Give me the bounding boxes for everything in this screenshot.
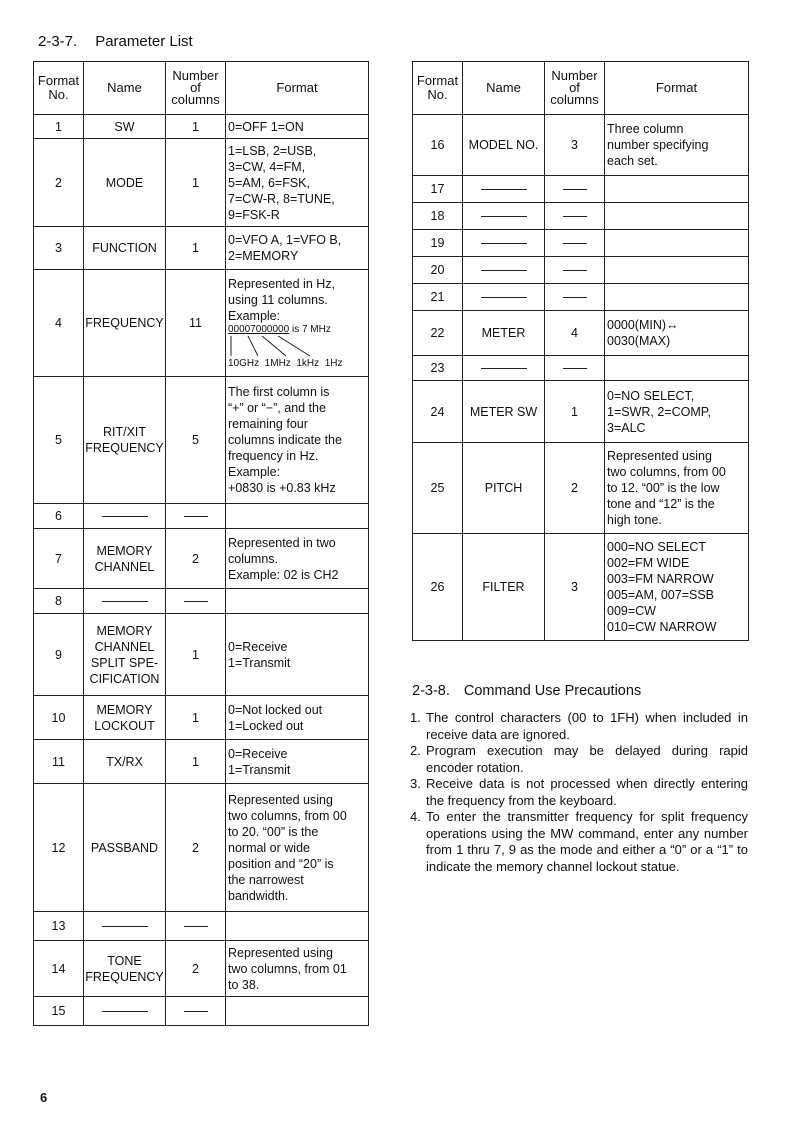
section-number: 2-3-7. [38, 33, 78, 50]
table-row [413, 534, 749, 641]
table-row [34, 912, 369, 941]
columns-cell [166, 227, 226, 270]
format-cell [605, 257, 749, 284]
format-cell [226, 941, 369, 997]
precautions-heading [412, 683, 641, 699]
dash-mark [102, 926, 148, 927]
table-row [34, 740, 369, 784]
header-name: Name [463, 62, 545, 115]
header-name: Name [84, 62, 166, 115]
columns-cell [166, 529, 226, 589]
format-cell [226, 139, 369, 227]
format-no-cell [34, 740, 84, 784]
format-cell-text: Represented in two columns. Example: 02 is CH2 [228, 535, 339, 582]
name-cell-text: SW [114, 119, 135, 134]
format-no-cell-text: 1 [55, 119, 62, 134]
name-cell [84, 377, 166, 504]
name-cell [84, 614, 166, 696]
format-cell [226, 270, 369, 377]
columns-cell [545, 203, 605, 230]
format-no-cell-text: 7 [55, 551, 62, 566]
format-no-cell [34, 784, 84, 912]
format-no-cell-text: 17 [430, 182, 445, 196]
name-cell [84, 696, 166, 740]
dash-mark [184, 516, 208, 517]
format-cell [226, 912, 369, 941]
name-cell [84, 504, 166, 529]
columns-cell [166, 912, 226, 941]
name-cell [463, 176, 545, 203]
dash-mark [563, 297, 587, 298]
columns-cell-text: 1 [192, 754, 199, 769]
format-no-cell [413, 284, 463, 311]
table-row [34, 504, 369, 529]
format-no-cell [34, 529, 84, 589]
columns-cell [545, 115, 605, 176]
header-format-no: Format No. [34, 62, 84, 115]
format-no-cell [34, 504, 84, 529]
format-no-cell [34, 139, 84, 227]
format-no-cell [34, 941, 84, 997]
columns-cell-text: 1 [192, 119, 199, 134]
table-row [413, 381, 749, 443]
columns-cell-text: 2 [192, 840, 199, 855]
table-row [413, 115, 749, 176]
name-cell-text: FREQUENCY [85, 316, 164, 330]
name-cell-text: TONE FREQUENCY [85, 953, 164, 984]
format-no-cell [34, 227, 84, 270]
name-cell [463, 230, 545, 257]
columns-cell [166, 270, 226, 377]
format-no-cell [34, 997, 84, 1026]
table-row [34, 270, 369, 377]
format-no-cell [413, 443, 463, 534]
parameter-table-right [412, 61, 749, 641]
name-cell-text: METER [481, 326, 526, 340]
format-no-cell-text: 4 [55, 316, 62, 330]
format-cell-text: 0=OFF 1=ON [228, 119, 304, 134]
dash-mark [481, 189, 527, 190]
format-no-cell [413, 381, 463, 443]
format-cell [226, 529, 369, 589]
format-no-cell [413, 176, 463, 203]
name-cell [84, 589, 166, 614]
columns-cell [166, 997, 226, 1026]
columns-cell [545, 443, 605, 534]
header-format: Format [226, 62, 369, 115]
columns-cell [545, 176, 605, 203]
format-cell-text: Represented using two columns, from 00 to 20. “00” is the normal or wide position and “20” is the narrowest bandwidth. [228, 792, 347, 903]
name-cell [84, 740, 166, 784]
name-cell [463, 381, 545, 443]
name-cell-text: MEMORY CHANNEL [94, 543, 155, 574]
precautions-list [410, 710, 748, 875]
columns-cell-text: 3 [571, 580, 578, 594]
columns-cell-text: 1 [192, 647, 199, 662]
table-row [34, 997, 369, 1026]
format-cell [605, 203, 749, 230]
name-cell-text: MODEL NO. [468, 138, 539, 152]
format-no-cell-text: 15 [51, 1004, 66, 1018]
dash-mark [563, 368, 587, 369]
format-no-cell [34, 614, 84, 696]
table-row [413, 284, 749, 311]
header-format: Format [605, 62, 749, 115]
header-format-no: Format No. [413, 62, 463, 115]
name-cell [463, 443, 545, 534]
format-no-cell-text: 2 [55, 175, 62, 190]
format-no-cell [34, 377, 84, 504]
columns-cell [166, 504, 226, 529]
format-cell [226, 696, 369, 740]
name-cell [463, 257, 545, 284]
format-cell [226, 997, 369, 1026]
name-cell-text: FUNCTION [92, 241, 157, 255]
format-no-cell-text: 18 [430, 209, 445, 223]
precautions-number: 2-3-8. [412, 683, 450, 699]
table-row [34, 614, 369, 696]
name-cell-text: RIT/XIT FREQUENCY [85, 425, 164, 455]
columns-cell-text: 1 [571, 404, 578, 419]
format-no-cell [34, 270, 84, 377]
format-no-cell [34, 912, 84, 941]
name-cell [463, 534, 545, 641]
format-no-cell-text: 26 [430, 580, 445, 594]
format-no-cell-text: 23 [430, 361, 445, 375]
columns-cell [166, 941, 226, 997]
name-cell [84, 997, 166, 1026]
columns-cell-text: 2 [571, 481, 578, 495]
columns-cell-text: 2 [192, 961, 199, 976]
table-row [34, 941, 369, 997]
name-cell [84, 529, 166, 589]
format-cell [226, 740, 369, 784]
dash-mark [481, 297, 527, 298]
columns-cell [166, 589, 226, 614]
columns-cell [166, 614, 226, 696]
format-no-cell [34, 115, 84, 139]
format-cell-text: Represented in Hz, using 11 columns. Example: [228, 277, 336, 323]
table-row [34, 227, 369, 270]
format-no-cell-text: 20 [430, 263, 445, 277]
name-cell [463, 203, 545, 230]
format-cell-text: Represented using two columns, from 00 to 12. “00” is the low tone and “12” is the high tone. [607, 449, 726, 527]
format-cell [226, 115, 369, 139]
frequency-units: 10GHz 1MHz 1kHz 1Hz [228, 358, 343, 369]
precautions-title: Command Use Precautions [463, 683, 642, 699]
table-row [413, 443, 749, 534]
name-cell [84, 912, 166, 941]
name-cell [463, 356, 545, 381]
name-cell [84, 115, 166, 139]
name-cell-text: PITCH [484, 481, 523, 495]
arrow-lines [228, 336, 358, 358]
columns-cell [545, 356, 605, 381]
columns-cell-text: 11 [189, 316, 202, 330]
format-cell [605, 284, 749, 311]
name-cell-text: METER SW [469, 404, 538, 419]
columns-cell-text: 3 [571, 138, 578, 152]
table-row [34, 139, 369, 227]
list-item: 4. To enter the transmitter frequency for split frequency operations using the MW command, enter any number from 1 thru 7, 9 as the mode and either a “0” or a “1” to indicate the memory channel lockout statue. [410, 809, 748, 874]
columns-cell [166, 740, 226, 784]
format-no-cell-text: 12 [51, 840, 66, 855]
columns-cell-text: 2 [192, 551, 199, 566]
format-no-cell [413, 203, 463, 230]
format-no-cell-text: 16 [430, 138, 445, 152]
dash-mark [563, 243, 587, 244]
format-no-cell-text: 3 [55, 241, 62, 255]
dash-mark [102, 516, 148, 517]
format-no-cell-text: 13 [51, 919, 66, 933]
columns-cell [166, 696, 226, 740]
table-row [413, 176, 749, 203]
table-row [34, 529, 369, 589]
dash-mark [102, 1011, 148, 1012]
table-row [34, 115, 369, 139]
columns-cell-text: 1 [192, 710, 199, 725]
name-cell-text: TX/RX [106, 754, 143, 769]
format-cell-text: 000=NO SELECT 002=FM WIDE 003=FM NARROW 005=AM, 007=SSB 009=CW 010=CW NARROW [607, 540, 717, 634]
format-no-cell-text: 8 [55, 594, 62, 608]
name-cell [463, 115, 545, 176]
format-no-cell-text: 9 [55, 647, 62, 662]
columns-cell-text: 1 [192, 175, 199, 190]
columns-cell-text: 4 [571, 326, 578, 340]
format-cell-text: 0000(MIN)↔ 0030(MAX) [607, 318, 679, 348]
format-cell-text: 0=VFO A, 1=VFO B, 2=MEMORY [228, 233, 342, 263]
columns-cell [545, 311, 605, 356]
table-row [34, 589, 369, 614]
list-item: 1. The control characters (00 to 1FH) when included in receive data are ignored. [410, 710, 748, 742]
page-number: 6 [40, 1090, 48, 1105]
format-cell [605, 115, 749, 176]
format-no-cell-text: 11 [52, 754, 65, 769]
frequency-example [228, 324, 367, 370]
table-row [413, 356, 749, 381]
columns-cell [166, 377, 226, 504]
table-header-row [413, 62, 749, 115]
table-row [413, 311, 749, 356]
format-no-cell [34, 589, 84, 614]
format-cell [226, 377, 369, 504]
format-cell-text: Represented using two columns, from 01 to 38. [228, 945, 347, 992]
format-cell-text: 0=Not locked out 1=Locked out [228, 702, 323, 733]
name-cell-text: FILTER [482, 580, 525, 594]
parameter-table-left [33, 61, 369, 1026]
frequency-example-line [228, 324, 367, 336]
format-no-cell-text: 21 [430, 290, 445, 304]
columns-cell [545, 534, 605, 641]
format-no-cell-text: 25 [430, 481, 445, 495]
format-no-cell-text: 22 [430, 326, 445, 340]
table-row [34, 696, 369, 740]
section-title [38, 33, 193, 50]
dash-mark [481, 270, 527, 271]
format-cell-text: 1=LSB, 2=USB, 3=CW, 4=FM, 5=AM, 6=FSK, 7=CW-R, 8=TUNE, 9=FSK-R [228, 143, 335, 222]
table-row [413, 230, 749, 257]
name-cell [84, 139, 166, 227]
format-no-cell-text: 24 [430, 404, 445, 419]
format-cell [605, 311, 749, 356]
dash-mark [563, 216, 587, 217]
list-item: 2. Program execution may be delayed during rapid encoder rotation. [410, 743, 748, 775]
columns-cell [166, 139, 226, 227]
columns-cell [545, 230, 605, 257]
columns-cell-text: 1 [192, 241, 199, 255]
table-row [34, 377, 369, 504]
format-no-cell-text: 14 [51, 961, 66, 976]
dash-mark [481, 216, 527, 217]
name-cell [463, 311, 545, 356]
frequency-suffix: is 7 MHz [291, 324, 331, 335]
section-title-text: Parameter List [95, 33, 193, 50]
format-no-cell [413, 534, 463, 641]
format-cell [605, 534, 749, 641]
table-header-row [34, 62, 369, 115]
header-columns: Number of columns [545, 62, 605, 115]
format-no-cell [413, 115, 463, 176]
format-cell [605, 356, 749, 381]
format-cell [605, 381, 749, 443]
dash-mark [481, 243, 527, 244]
dash-mark [481, 368, 527, 369]
table-row [413, 257, 749, 284]
columns-cell-text: 5 [192, 433, 199, 447]
table-row [34, 784, 369, 912]
table-row [413, 203, 749, 230]
columns-cell [545, 381, 605, 443]
name-cell-text: MODE [105, 175, 144, 190]
name-cell-text: PASSBAND [90, 840, 159, 855]
name-cell [84, 784, 166, 912]
dash-mark [184, 601, 208, 602]
columns-cell [545, 284, 605, 311]
format-cell-text: 0=Receive 1=Transmit [228, 746, 291, 777]
name-cell [463, 284, 545, 311]
format-no-cell-text: 10 [51, 710, 66, 725]
list-item: 3. Receive data is not processed when directly entering the frequency from the keyboard. [410, 776, 748, 808]
format-no-cell-text: 6 [55, 509, 62, 523]
format-cell [226, 227, 369, 270]
format-no-cell [413, 230, 463, 257]
dash-mark [563, 189, 587, 190]
dash-mark [102, 601, 148, 602]
format-cell [226, 504, 369, 529]
format-no-cell [413, 257, 463, 284]
format-cell [605, 443, 749, 534]
dash-mark [184, 1011, 208, 1012]
format-cell [605, 176, 749, 203]
columns-cell [166, 784, 226, 912]
columns-cell [166, 115, 226, 139]
format-cell-text: 0=Receive 1=Transmit [228, 639, 291, 670]
name-cell-text: MEMORY CHANNEL SPLIT SPE- CIFICATION [89, 623, 160, 686]
name-cell [84, 941, 166, 997]
format-cell [226, 589, 369, 614]
format-cell-text: Three column number specifying each set. [607, 122, 709, 168]
format-cell-text: 0=NO SELECT, 1=SWR, 2=COMP, 3=ALC [607, 388, 711, 435]
format-no-cell [413, 356, 463, 381]
format-cell-text: The first column is “+” or “−”, and the remaining four columns indicate the frequency in Hz. Example: +0830 is +0.83 kHz [228, 385, 342, 495]
format-no-cell-text: 19 [430, 236, 445, 250]
dash-mark [184, 926, 208, 927]
format-no-cell [34, 696, 84, 740]
frequency-digits: 00007000000 [228, 324, 290, 335]
name-cell [84, 270, 166, 377]
dash-mark [563, 270, 587, 271]
format-cell [226, 784, 369, 912]
format-cell [226, 614, 369, 696]
format-no-cell-text: 5 [55, 433, 62, 447]
arrow-line [248, 336, 258, 356]
columns-cell [545, 257, 605, 284]
name-cell-text: MEMORY LOCKOUT [94, 702, 155, 733]
format-no-cell [413, 311, 463, 356]
format-cell [605, 230, 749, 257]
header-columns: Number of columns [166, 62, 226, 115]
name-cell [84, 227, 166, 270]
